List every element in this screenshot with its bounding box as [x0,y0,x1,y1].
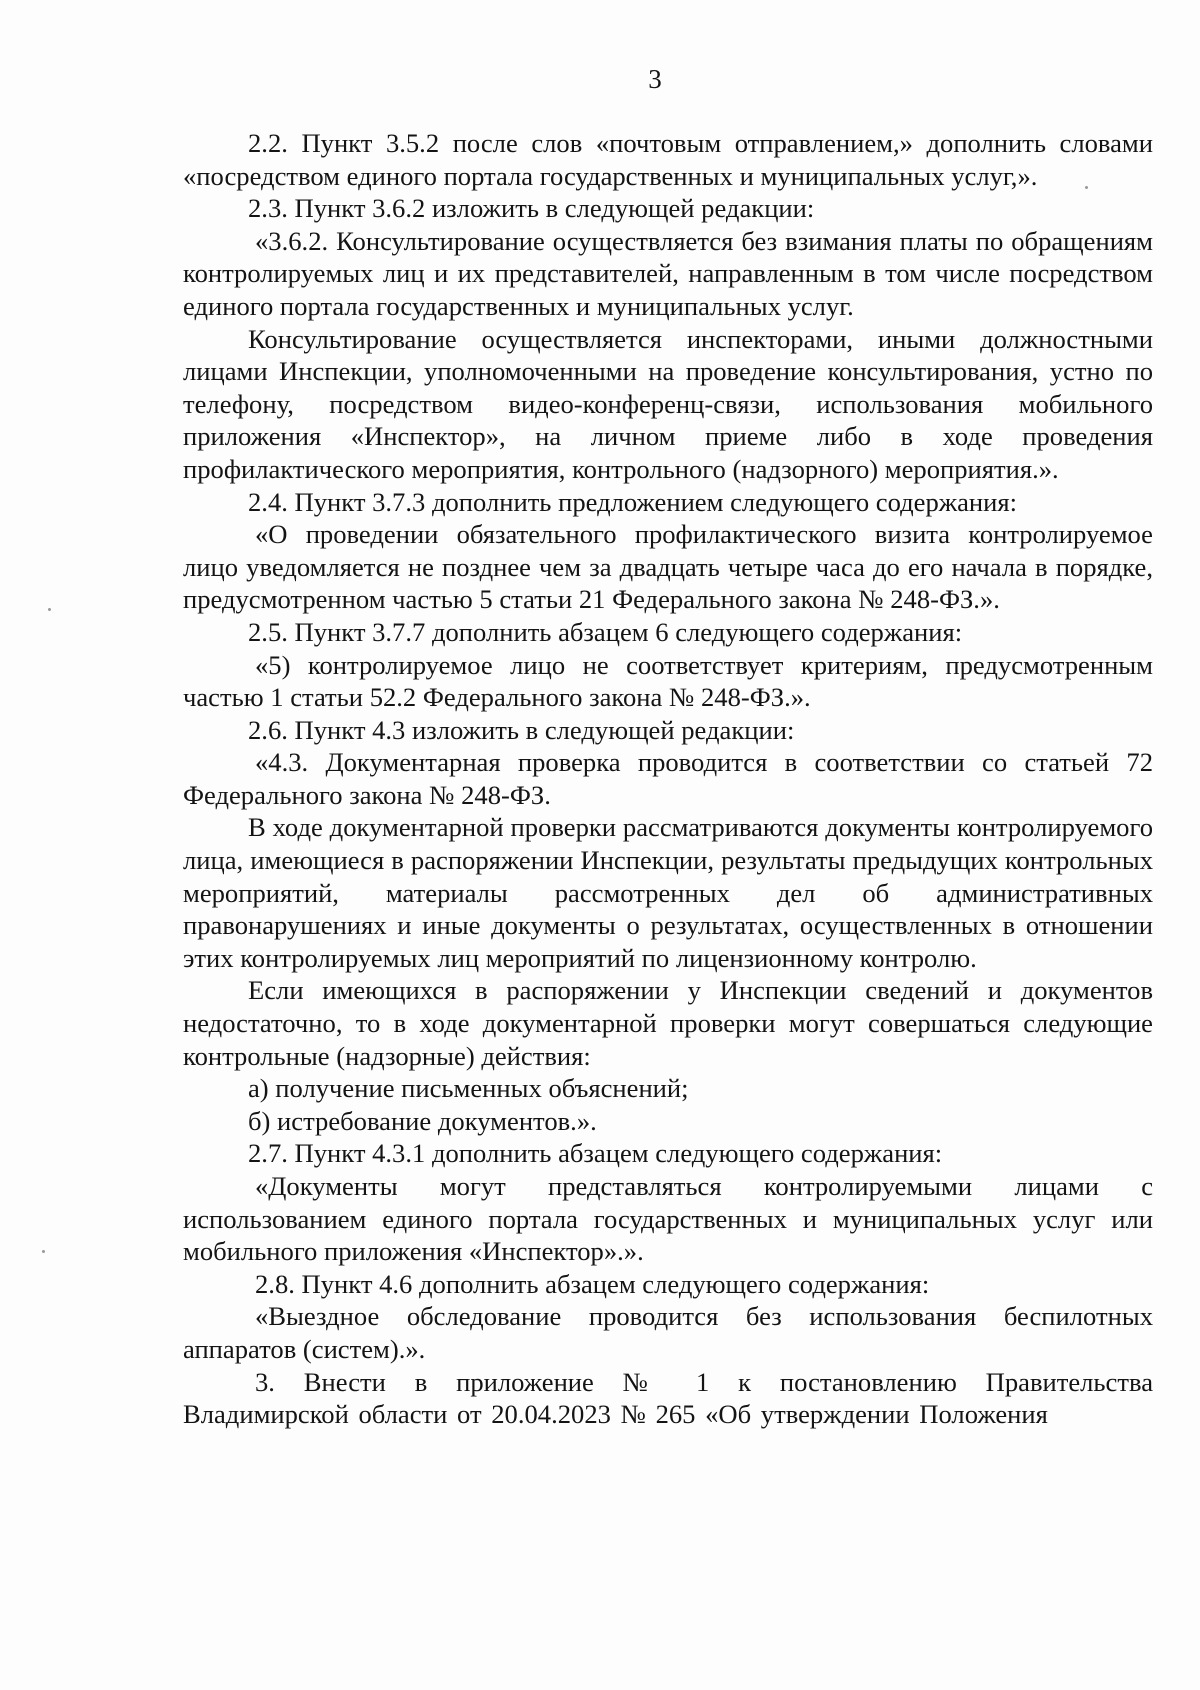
list-item-a: а) получение письменных объяснений; [248,1073,689,1104]
paragraph-2-4: 2.4. Пункт 3.7.3 дополнить предложением следующего содержания: [248,486,1017,517]
page-number: 3 [648,64,662,94]
paragraph-2-2: 2.2. Пункт 3.5.2 после слов «почтовым отправлением,» дополнить словами «посредством единого портала государственных и муниципальных услуг,». [183,128,1153,191]
document-body [183,127,1153,1431]
scan-speck [48,608,51,611]
paragraph-2-5: 2.5. Пункт 3.7.7 дополнить абзацем 6 следующего содержания: [248,616,963,647]
paragraph-visit-quote: «О проведении обязательного профилактического визита контролируемое лицо уведомляется не позднее чем за двадцать четыре часа до его начала в порядке, предусмотренном частью 5 статьи 21 Федерального закона № 248-ФЗ.». [183,519,1153,615]
list-item-b: б) истребование документов.». [248,1105,597,1136]
paragraph-4-3-quote: «4.3. Документарная проверка проводится в соответствии со статьей 72 Федерального закона № 248-ФЗ. [183,747,1153,810]
paragraph-onsite-quote: «Выездное обследование проводится без использования беспилотных аппаратов (систем).». [183,1301,1153,1364]
paragraph-3-6-2-quote: «3.6.2. Консультирование осуществляется без взимания платы по обращениям контролируемых лиц и их представителей, направленным в том числе посредством единого портала государственных и муниципальных услуг. [183,225,1153,321]
paragraph-documentary-review: В ходе документарной проверки рассматриваются документы контролируемого лица, имеющиеся в распоряжении Инспекции, результаты предыдущих контрольных мероприятий, материалы рассмотренных дел об административных правонарушениях и иные документы о результатах, осуществленных в отношении этих контролируемых лиц мероприятий по лицензионному контролю. [183,812,1153,973]
paragraph-insufficient-info: Если имеющихся в распоряжении у Инспекции сведений и документов недостаточно, то в ходе документарной проверки могут совершаться следующие контрольные (надзорные) действия: [183,975,1153,1071]
paragraph-2-7: 2.7. Пункт 4.3.1 дополнить абзацем следующего содержания: [248,1138,943,1169]
scan-speck [1085,186,1088,189]
paragraph-2-6: 2.6. Пункт 4.3 изложить в следующей редакции: [248,714,795,745]
paragraph-2-8: 2.8. Пункт 4.6 дополнить абзацем следующего содержания: [255,1268,930,1299]
paragraph-consulting: Консультирование осуществляется инспекторами, иными должностными лицами Инспекции, уполномоченными на проведение консультирования, устно по телефону, посредством видео-конференц-связи, использования мобильного приложения «Инспектор», на личном приеме либо в ходе проведения профилактического мероприятия, контрольного (надзорного) мероприятия.». [183,323,1153,484]
scan-speck [42,1250,45,1253]
paragraph-2-3: 2.3. Пункт 3.6.2 изложить в следующей редакции: [248,193,815,224]
paragraph-criteria-quote: «5) контролируемое лицо не соответствует критериям, предусмотренным частью 1 статьи 52.2 Федерального закона № 248-ФЗ.». [183,649,1153,713]
paragraph-documents-quote: «Документы могут представляться контролируемыми лицами с использованием единого портала государственных и муниципальных услуг или мобильного приложения «Инспектор».». [183,1171,1153,1267]
paragraph-3: 3. Внести в приложение № 1 к постановлению Правительства Владимирской области от 20.04.2023 № 265 «Об утверждении Положения [183,1366,1153,1430]
